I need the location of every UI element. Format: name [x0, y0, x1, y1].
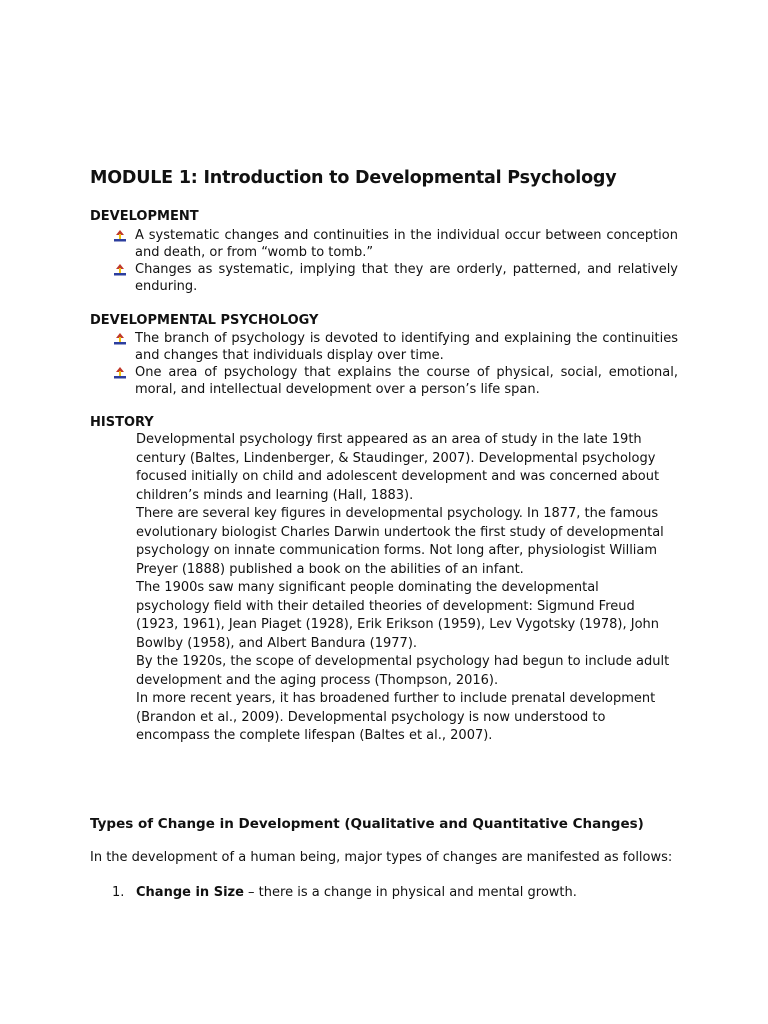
list-item	[112, 227, 678, 261]
list-item	[112, 885, 577, 900]
list-item	[112, 330, 678, 364]
list-item-description: – there is a change in physical and mental growth.	[243, 885, 577, 900]
bullet-text: A systematic changes and continuities in the individual occur between conception and death, or from “womb to tomb.”	[135, 228, 678, 260]
history-paragraph: In more recent years, it has broadened further to include prenatal development (Brandon et al., 2009). Developmental psychology is now understood to encompass the complete lifespan (Baltes et al., 2007).	[136, 691, 656, 743]
module-title: MODULE 1: Introduction to Developmental Psychology	[90, 168, 617, 188]
arrow-bullet-icon	[114, 230, 126, 242]
arrow-bullet-icon	[114, 264, 126, 276]
types-of-change-intro: In the development of a human being, major types of changes are manifested as follows:	[90, 850, 673, 865]
development-bullet-list	[112, 227, 678, 295]
list-item	[112, 364, 678, 398]
bullet-text: The branch of psychology is devoted to identifying and explaining the continuities and changes that individuals display over time.	[135, 331, 678, 363]
list-item	[112, 261, 678, 295]
developmental-psychology-bullet-list	[112, 330, 678, 398]
bullet-text: Changes as systematic, implying that they are orderly, patterned, and relatively enduring.	[135, 262, 678, 294]
history-paragraph: The 1900s saw many significant people dominating the developmental psychology field with their detailed theories of development: Sigmund Freud (1923, 1961), Jean Piaget (1928), Erik Erikson (1959), Lev Vygotsky (1978), John Bowlby (1958), and Albert Bandura (1977).	[136, 580, 660, 651]
history-paragraph: There are several key figures in developmental psychology. In 1877, the famous evolutionary biologist Charles Darwin undertook the first study of developmental psychology on innate communication forms. Not long after, physiologist William Preyer (1888) published a book on the abilities of an infant.	[136, 506, 664, 577]
history-paragraph: By the 1920s, the scope of developmental psychology had begun to include adult development and the aging process (Thompson, 2016).	[136, 654, 670, 688]
bullet-text: One area of psychology that explains the course of physical, social, emotional, moral, and intellectual development over a person’s life span.	[135, 365, 678, 397]
list-item-term: Change in Size	[136, 885, 244, 900]
developmental-psychology-heading: DEVELOPMENTAL PSYCHOLOGY	[90, 313, 319, 328]
history-body	[136, 431, 676, 746]
list-item-number: 1.	[112, 885, 125, 900]
numbered-list	[112, 885, 577, 900]
history-heading: HISTORY	[90, 415, 154, 430]
types-of-change-heading: Types of Change in Development (Qualitative and Quantitative Changes)	[90, 816, 644, 832]
arrow-bullet-icon	[114, 367, 126, 379]
arrow-bullet-icon	[114, 333, 126, 345]
history-paragraph: Developmental psychology first appeared as an area of study in the late 19th century (Baltes, Lindenberger, & Staudinger, 2007). Developmental psychology focused initially on child and adolescent development and was concerned about children’s minds and learning (Hall, 1883).	[136, 432, 660, 503]
development-heading: DEVELOPMENT	[90, 209, 199, 224]
